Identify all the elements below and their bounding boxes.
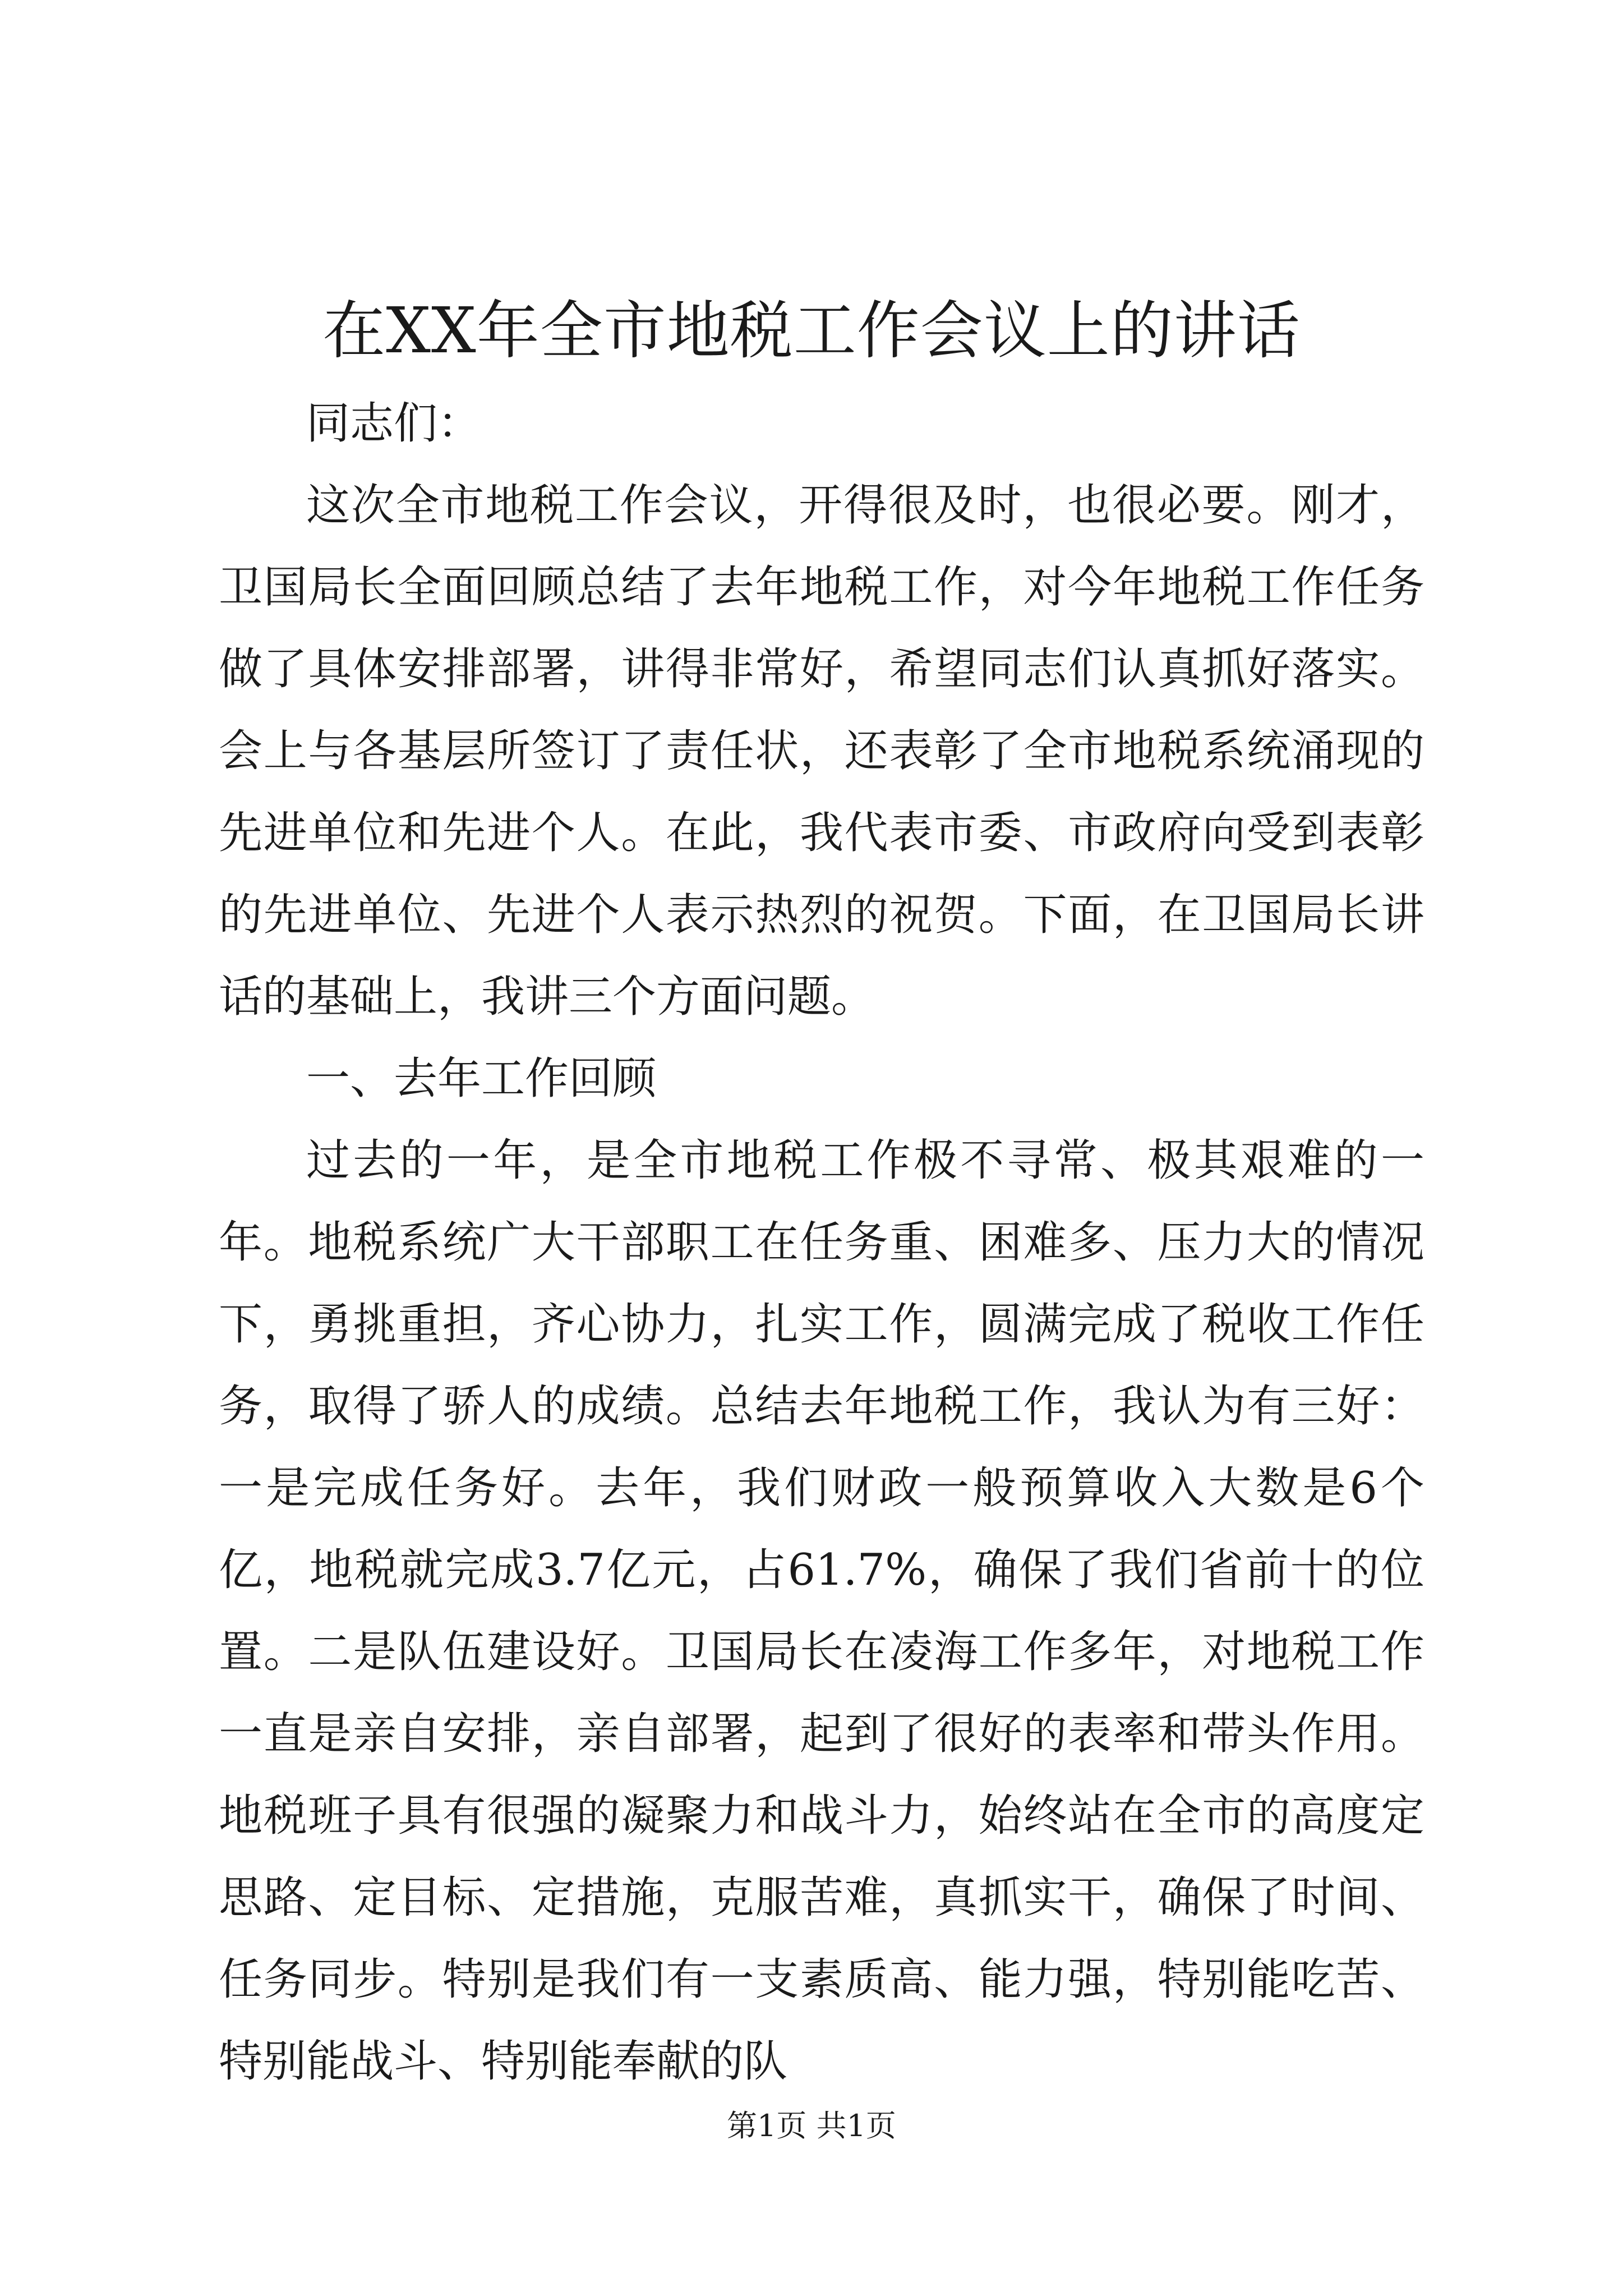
salutation-paragraph: 同志们： [306,398,482,449]
section-heading: 一、去年工作回顾 [306,1053,657,1104]
document-title: 在XX年全市地税工作会议上的讲话 [322,295,1301,367]
document-body [219,383,1424,2102]
review-paragraph: 过去的一年，是全市地税工作极不寻常、极其艰难的一年。地税系统广大干部职工在任务重、困难多、压力大的情况下，勇挑重担，齐心协力，扎实工作，圆满完成了税收工作任务，取得了骄人的成绩。总结去年地税工作，我认为有三好：一是完成任务好。去年，我们财政一般预算收入大数是6个亿，地税就完成3.7亿元，占61.7%，确保了我们省前十的位置。二是队伍建设好。卫国局长在凌海工作多年，对地税工作一直是亲自安排，亲自部署，起到了很好的表率和带头作用。地税班子具有很强的凝聚力和战斗力，始终站在全市的高度定思路、定目标、定措施，克服苦难，真抓实干，确保了时间、任务同步。特别是我们有一支素质高、能力强，特别能吃苦、特别能战斗、特别能奉献的队 [219,1135,1424,2087]
page-footer: 第1页 共1页 [727,2108,896,2143]
intro-paragraph: 这次全市地税工作会议，开得很及时，也很必要。刚才，卫国局长全面回顾总结了去年地税工作，对今年地税工作任务做了具体安排部署，讲得非常好，希望同志们认真抓好落实。会上与各基层所签订了责任状，还表彰了全市地税系统涌现的先进单位和先进个人。在此，我代表市委、市政府向受到表彰的先进单位、先进个人表示热烈的祝贺。下面，在卫国局长讲话的基础上，我讲三个方面问题。 [219,480,1424,1022]
